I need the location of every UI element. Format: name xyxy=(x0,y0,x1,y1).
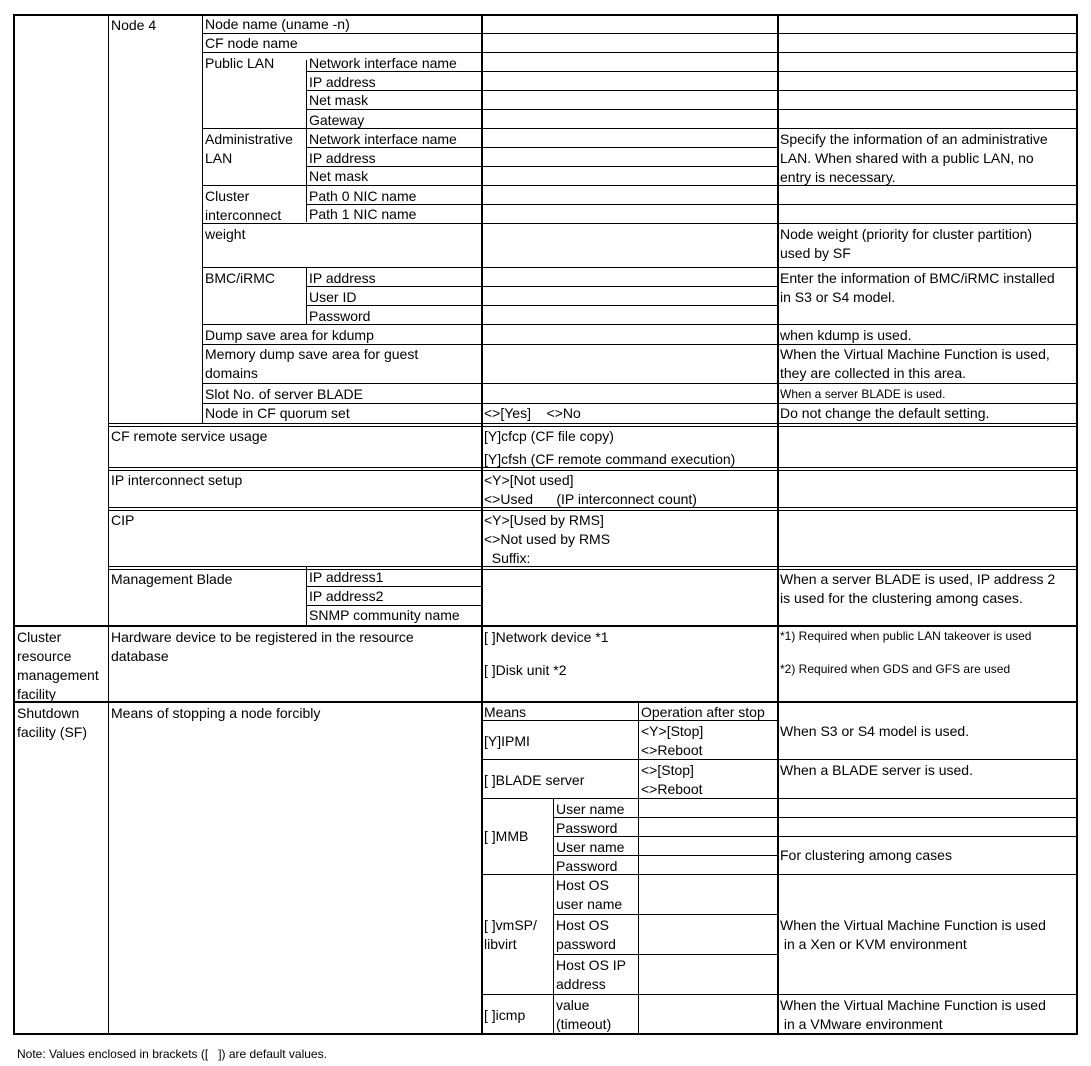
sf-means-divider xyxy=(553,799,554,1033)
weight-remark: used by SF xyxy=(780,245,851,261)
sf-section-label: facility (SF) xyxy=(17,724,87,740)
sf-mmb-field: Password xyxy=(556,820,618,836)
sf-item-label: Means of stopping a node forcibly xyxy=(111,705,321,721)
public-lan-label: Public LAN xyxy=(205,55,275,71)
admin-lan-label: Administrative xyxy=(205,131,293,147)
row-line xyxy=(202,52,1078,53)
configuration-sheet xyxy=(13,14,1078,1035)
crm-section-label: Cluster xyxy=(17,629,62,645)
mgmt-blade-field: IP address1 xyxy=(309,569,384,585)
dump-area-label: Dump save area for kdump xyxy=(205,327,374,343)
sf-vmsp-field: Host OS IP xyxy=(556,957,627,973)
mgmt-blade-remark: is used for the clustering among cases. xyxy=(780,590,1023,606)
sf-mmb-remark: For clustering among cases xyxy=(780,847,952,863)
sf-blade-remark: When a BLADE server is used. xyxy=(780,762,973,778)
mgmt-blade-label: Management Blade xyxy=(111,571,233,587)
bmc-label: BMC/iRMC xyxy=(205,270,275,286)
cluster-interconnect-label: Cluster xyxy=(205,188,250,204)
row-line xyxy=(553,914,778,915)
col-divider-remark xyxy=(777,14,779,1035)
col-divider-sub-a xyxy=(306,60,307,222)
memory-dump-remark: they are collected in this area. xyxy=(780,365,966,381)
dump-area-remark: when kdump is used. xyxy=(780,327,912,343)
memory-dump-remark: When the Virtual Machine Function is used, xyxy=(780,346,1050,362)
row-line xyxy=(306,305,777,306)
sf-section-label: Shutdown xyxy=(17,705,80,721)
sf-vmsp-field: user name xyxy=(556,896,623,912)
col-divider-item xyxy=(202,14,203,424)
sf-vmsp-remark: When the Virtual Machine Function is used xyxy=(780,917,1046,933)
sf-vmsp-remark: in a Xen or KVM environment xyxy=(780,936,967,952)
admin-lan-label: LAN xyxy=(205,150,233,166)
admin-lan-remark: Specify the information of an administrative xyxy=(780,131,1048,147)
crm-disk-unit-option: [ ]Disk unit *2 xyxy=(484,662,567,678)
admin-lan-field: Network interface name xyxy=(309,131,457,147)
sf-vmsp-field: address xyxy=(556,976,606,992)
admin-lan-remark: entry is necessary. xyxy=(780,169,896,185)
sf-mmb-field: Password xyxy=(556,858,618,874)
cip-value: Suffix: xyxy=(484,550,531,566)
row-line xyxy=(481,994,1078,995)
crm-item-label: database xyxy=(111,648,169,664)
bmc-field: User ID xyxy=(309,289,357,305)
cf-node-name-label: CF node name xyxy=(205,35,298,51)
sf-operation-header: Operation after stop xyxy=(641,704,765,720)
sf-ipmi-remark: When S3 or S4 model is used. xyxy=(780,723,970,739)
sf-icmp-field: value xyxy=(556,997,590,1013)
sf-icmp-remark: When the Virtual Machine Function is used xyxy=(780,997,1046,1013)
public-lan-field: IP address xyxy=(309,74,376,90)
crm-remark: *1) Required when public LAN takeover is used xyxy=(780,629,1032,643)
frame-top xyxy=(13,14,1078,16)
admin-lan-field: Net mask xyxy=(309,168,369,184)
crm-section-label: resource xyxy=(17,648,72,664)
public-lan-field: Net mask xyxy=(309,92,369,108)
cf-remote-label: CF remote service usage xyxy=(111,428,268,444)
sf-icmp-remark: in a VMware environment xyxy=(780,1016,943,1032)
cf-remote-value: [Y]cfsh (CF remote command execution) xyxy=(484,451,736,467)
sf-ipmi-op: <Y>[Stop] xyxy=(641,723,704,739)
sf-mmb-label: [ ]MMB xyxy=(484,828,529,844)
crm-item-label: Hardware device to be registered in the resource xyxy=(111,629,414,645)
cluster-interconnect-field: Path 0 NIC name xyxy=(309,188,417,204)
row-line xyxy=(553,817,1078,818)
row-line xyxy=(306,286,777,287)
row-line xyxy=(306,204,1078,205)
bmc-field: Password xyxy=(309,308,371,324)
row-line xyxy=(306,109,1078,110)
sf-mmb-field: User name xyxy=(556,801,625,817)
mgmt-blade-field: IP address2 xyxy=(309,588,384,604)
mgmt-blade-remark: When a server BLADE is used, IP address 2 xyxy=(780,571,1056,587)
public-lan-field: Network interface name xyxy=(309,55,457,71)
ip-interconnect-value: <Y>[Not used] xyxy=(484,472,574,488)
memory-dump-label: domains xyxy=(205,365,258,381)
cip-label: CIP xyxy=(111,512,135,528)
sf-op-divider xyxy=(638,703,639,799)
sf-ipmi-label: [Y]IPMI xyxy=(484,733,530,749)
col-divider-sub-b xyxy=(306,268,307,324)
sf-vmsp-field: Host OS xyxy=(556,917,609,933)
crm-network-device-option: [ ]Network device *1 xyxy=(484,629,609,645)
sf-vmsp-label: libvirt xyxy=(484,936,517,952)
col-divider-sub-c xyxy=(306,567,307,626)
node4-label: Node 4 xyxy=(111,17,157,33)
frame-left xyxy=(13,14,15,1035)
frame-right xyxy=(1076,14,1078,1035)
quorum-remark: Do not change the default setting. xyxy=(780,405,990,421)
col-divider-section xyxy=(108,14,109,1035)
col-divider-value xyxy=(481,14,483,1035)
crm-section-label: management xyxy=(17,667,99,683)
memory-dump-label: Memory dump save area for guest xyxy=(205,346,419,362)
group-separator xyxy=(108,566,1078,567)
default-values-note: Note: Values enclosed in brackets ([ ]) are default values. xyxy=(17,1047,327,1061)
sf-blade-op: <>[Stop] xyxy=(641,762,694,778)
group-separator xyxy=(108,423,1078,424)
row-line xyxy=(306,90,1078,91)
crm-section-label: facility xyxy=(17,686,56,702)
cluster-interconnect-label: interconnect xyxy=(205,207,282,223)
node-name-label: Node name (uname -n) xyxy=(205,16,350,32)
weight-label: weight xyxy=(205,226,246,242)
sf-mmb-field: User name xyxy=(556,839,625,855)
cluster-interconnect-field: Path 1 NIC name xyxy=(309,206,417,222)
ip-interconnect-label: IP interconnect setup xyxy=(111,472,243,488)
sf-vmsp-label: [ ]vmSP/ xyxy=(484,917,537,933)
weight-remark: Node weight (priority for cluster partition) xyxy=(780,226,1033,242)
quorum-value: <>[Yes] <>No xyxy=(484,405,581,421)
admin-lan-remark: LAN. When shared with a public LAN, no xyxy=(780,150,1034,166)
bmc-field: IP address xyxy=(309,270,376,286)
bmc-remark: in S3 or S4 model. xyxy=(780,289,896,305)
sf-ipmi-op: <>Reboot xyxy=(641,742,703,758)
mgmt-blade-field: SNMP community name xyxy=(309,607,460,623)
row-line xyxy=(553,836,1078,837)
sf-vmsp-field: Host OS xyxy=(556,877,609,893)
sf-blade-label: [ ]BLADE server xyxy=(484,772,585,788)
bmc-remark: Enter the information of BMC/iRMC installed xyxy=(780,270,1055,286)
sf-field-divider xyxy=(638,799,639,1033)
sf-vmsp-field: password xyxy=(556,936,616,952)
admin-lan-field: IP address xyxy=(309,150,376,166)
sf-icmp-label: [ ]icmp xyxy=(484,1007,526,1023)
slot-no-remark: When a server BLADE is used. xyxy=(780,387,946,401)
row-line xyxy=(481,759,1078,760)
row-line xyxy=(202,267,1078,268)
group-separator xyxy=(108,470,1078,471)
row-line xyxy=(481,798,1078,799)
sf-blade-op: <>Reboot xyxy=(641,781,703,797)
slot-no-label: Slot No. of server BLADE xyxy=(205,386,363,402)
sf-means-header: Means xyxy=(484,704,527,720)
row-line xyxy=(553,954,778,955)
ip-interconnect-value: <>Used (IP interconnect count) xyxy=(484,491,697,507)
sf-icmp-field: (timeout) xyxy=(556,1016,612,1032)
quorum-label: Node in CF quorum set xyxy=(205,405,350,421)
public-lan-field: Gateway xyxy=(309,112,365,128)
section-separator xyxy=(13,701,1078,703)
crm-remark: *2) Required when GDS and GFS are used xyxy=(780,662,1011,676)
row-line xyxy=(202,383,1078,384)
row-line xyxy=(306,166,777,167)
cip-value: <Y>[Used by RMS] xyxy=(484,512,604,528)
cip-value: <>Not used by RMS xyxy=(484,531,611,547)
cf-remote-value: [Y]cfcp (CF file copy) xyxy=(484,428,614,444)
